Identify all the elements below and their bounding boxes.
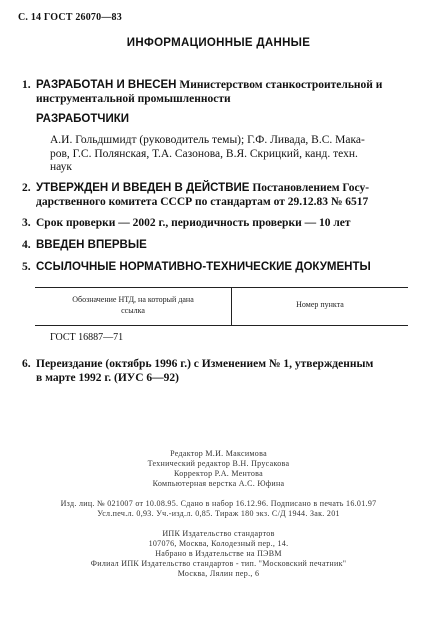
table-divider [35, 325, 408, 326]
item-text: Срок проверки — 2002 г., периодичность проверки — 10 лет [36, 217, 351, 229]
item-number: 6. [22, 358, 31, 370]
table-header-doc [35, 294, 231, 316]
imprint-line: ИПК Издательство стандартов [162, 529, 275, 538]
developers-line: ров, Г.С. Полянская, Т.А. Сазонова, В.Я. Скрицкий, канд. техн. [50, 147, 358, 160]
item-number: 2. [22, 182, 31, 194]
item-text: Переиздание (октябрь 1996 г.) с Изменением № 1, утвержденным [36, 358, 374, 370]
item-6 [22, 358, 408, 385]
imprint-line: Набрано в Издательстве на ПЭВМ [155, 549, 282, 558]
table-header-text: ссылка [121, 306, 145, 315]
table-header-text: Обозначение НТД, на который дана [72, 295, 194, 304]
item-text: ССЫЛОЧНЫЕ НОРМАТИВНО-ТЕХНИЧЕСКИЕ ДОКУМЕНТЫ [36, 261, 371, 273]
item-number: 1. [22, 79, 31, 91]
item-2 [22, 182, 408, 209]
imprint-corrector: Корректор Р.А. Ментова [174, 469, 263, 478]
table-cell-doc: ГОСТ 16887—71 [50, 332, 124, 343]
item-4 [22, 239, 408, 253]
item-3 [22, 217, 408, 231]
imprint-line: 107076, Москва, Колодезный пер., 14. [148, 539, 289, 548]
section-title: ИНФОРМАЦИОННЫЕ ДАННЫЕ [126, 37, 311, 49]
developers-heading: РАЗРАБОТЧИКИ [36, 113, 129, 125]
imprint-layout: Компьютерная верстка А.С. Юфина [152, 479, 285, 488]
item-lead: УТВЕРЖДЕН И ВВЕДЕН В ДЕЙСТВИЕ [36, 182, 250, 194]
table-header-clause: Номер пункта [296, 300, 344, 309]
item-text: Постановлением Госу- [252, 182, 370, 194]
item-number: 3. [22, 217, 31, 229]
developers-line: наук [50, 161, 73, 173]
imprint-editor: Редактор М.И. Максимова [170, 449, 267, 458]
item-lead: РАЗРАБОТАН И ВНЕСЕН [36, 79, 177, 91]
imprint-credits [0, 449, 437, 489]
item-text: ВВЕДЕН ВПЕРВЫЕ [36, 239, 147, 251]
item-number: 5. [22, 261, 31, 273]
item-text: инструментальной промышленности [36, 92, 231, 105]
imprint-line: Изд. лиц. № 021007 от 10.08.95. Сдано в набор 16.12.96. Подписано в печать 16.01.97 [60, 499, 377, 508]
item-1 [22, 79, 408, 106]
item-text: в марте 1992 г. (ИУС 6—92) [36, 371, 179, 384]
imprint-line: Филиал ИПК Издательство стандартов - тип. "Московский печатник" [90, 559, 347, 568]
imprint-print-info [0, 499, 437, 519]
item-text: Министерством станкостроительной и [179, 79, 383, 91]
imprint-line: Москва, Лялин пер., 6 [177, 569, 260, 578]
developers-line: А.И. Гольдшмидт (руководитель темы); Г.Ф. Ливада, В.С. Мака- [50, 134, 365, 146]
item-number: 4. [22, 239, 31, 251]
imprint-line: Усл.печ.л. 0,93. Уч.-изд.л. 0,85. Тираж 180 экз. С/Д 1944. Зак. 201 [97, 509, 340, 518]
developers-list [50, 134, 408, 175]
item-text: дарственного комитета СССР по стандартам от 29.12.83 № 6517 [36, 195, 369, 208]
item-5 [22, 261, 408, 275]
imprint-publisher [0, 529, 437, 579]
page-header: С. 14 ГОСТ 26070—83 [18, 12, 122, 23]
imprint-tech-editor: Технический редактор В.Н. Прусакова [147, 459, 290, 468]
